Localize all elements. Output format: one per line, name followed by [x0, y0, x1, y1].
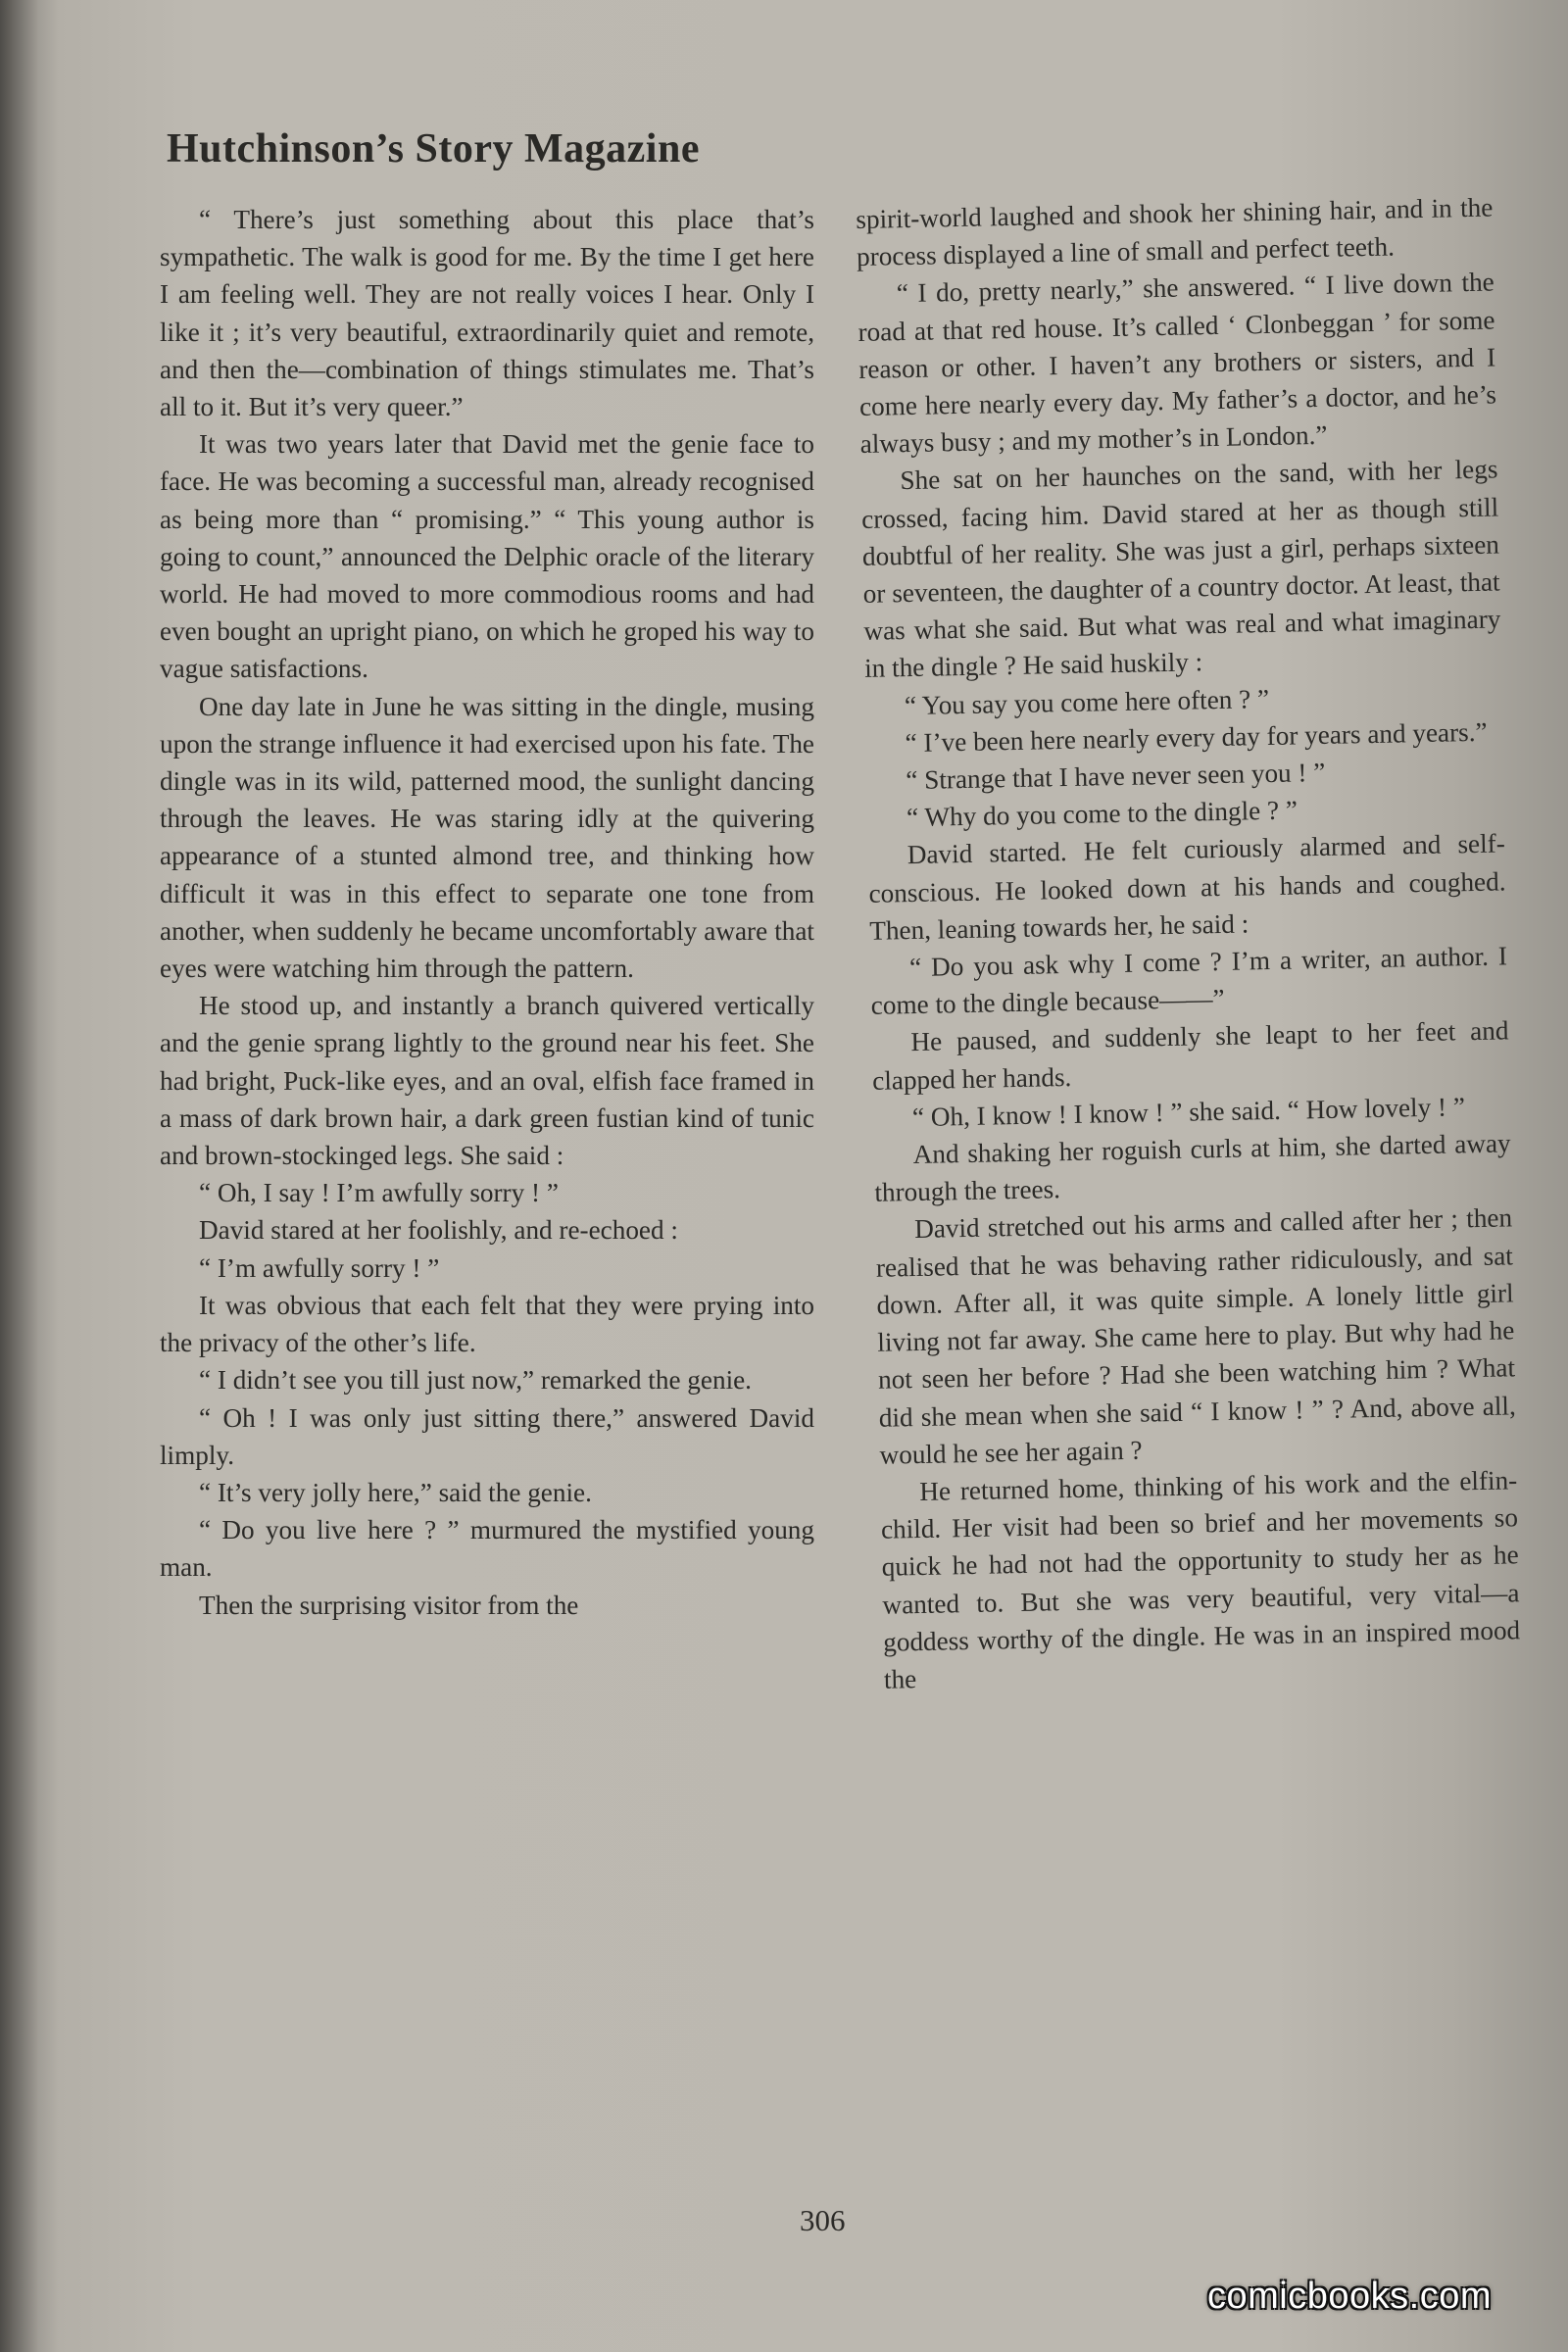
paragraph: One day late in June he was sitting in the dingle, musing upon the strange influence it had exercised upon his fate. The dingle was in its wild, patterned mood, the sunlight dancing through the leaves. He was staring idly at the quivering appearance of a stunted almond tree, and thinking how difficult it was in this effect to separate one tone from another, when suddenly he became uncomfortably aware that eyes were watching him through the pattern. [160, 691, 814, 984]
paragraph: “ Strange that I have never seen you ! ” [906, 757, 1326, 796]
paragraph: “ I do, pretty nearly,” she answered. “ I live down the road at that red house. It’s called ‘ Clonbeggan ’ for some reason or other. I haven’t any brothers or sisters, and I come here nearly every day. My father’s a doctor, and he’s always busy ; and my mother’s in London.” [858, 267, 1497, 460]
paragraph: “ I’m awfully sorry ! ” [199, 1252, 440, 1283]
paragraph: It was obvious that each felt that they were prying into the privacy of the other’s life. [160, 1290, 814, 1358]
paragraph: “ Oh, I know ! I know ! ” she said. “ How lovely ! ” [911, 1092, 1466, 1132]
site-watermark: comicbooks.com [1207, 2276, 1492, 2317]
paragraph: “ Oh ! I was only just sitting there,” answered David limply. [160, 1402, 814, 1470]
paragraph: “ Why do you come to the dingle ? ” [906, 795, 1298, 833]
paragraph: He returned home, thinking of his work and the elfin-child. Her visit had been so brief and her movements so quick he had not had the opportunity to study her as he wanted to. But she was very beautiful, very vital—a goddess worthy of the dingle. He was in an inspired mood the [880, 1465, 1521, 1694]
right-column [856, 189, 1521, 1698]
paragraph-continuation: spirit-world laughed and shook her shining hair, and in the process displayed a line of small and perfect teeth. [856, 192, 1494, 272]
paragraph: “ Do you live here ? ” murmured the mystified young man. [160, 1515, 814, 1583]
paragraph: It was two years later that David met the genie face to face. He was becoming a successful man, already recognised as being more than “ promising.” “ This young author is going to count,” announced the Delphic oracle of the literary world. He had moved to more commodious rooms and had even bought an upright piano, on which he groped his way to vague satisfactions. [160, 429, 814, 684]
page-number: 306 [800, 2203, 846, 2237]
book-spine [0, 0, 37, 2352]
magazine-title: Hutchinson’s Story Magazine [167, 126, 700, 172]
paragraph: “ I’ve been here nearly every day for years and years.” [905, 716, 1488, 758]
paragraph: He paused, and suddenly she leapt to her feet and clapped her hands. [871, 1015, 1509, 1096]
paragraph: “ Oh, I say ! I’m awfully sorry ! ” [199, 1178, 559, 1208]
left-column [160, 201, 814, 1624]
paragraph: Then the surprising visitor from the [199, 1590, 579, 1620]
paragraph: He stood up, and instantly a branch quivered vertically and the genie sprang lightly to the ground near his feet. She had bright, Puck-like eyes, and an oval, elfish face framed in a mass of dark brown hair, a dark green fustian kind of tunic and brown-stockinged legs. She said : [160, 991, 814, 1171]
paragraph: She sat on her haunches on the sand, with her legs crossed, facing him. David stared at her as though still doubtful of her reality. She was just a girl, perhaps sixteen or seventeen, the daughter of a country doctor. At least, that was what she said. But what was real and what imaginary in the dingle ? He said huskily : [860, 454, 1501, 684]
paragraph: “ You say you come here often ? ” [904, 683, 1270, 720]
paragraph: David stared at her foolishly, and re-echoed : [199, 1215, 678, 1246]
paragraph: “ There’s just something about this place that’s sympathetic. The walk is good for me. By the time I get here I am feeling well. They are not really voices I hear. Only I like it ; it’s very beautiful, extraordinarily quiet and remote, and then the—combination of things stimulates me. That’s all to it. But it’s very queer.” [160, 205, 814, 422]
paragraph: David started. He felt curiously alarmed and self-conscious. He looked down at his hands and coughed. Then, leaning towards her, he said : [868, 828, 1506, 946]
paragraph: “ It’s very jolly here,” said the genie. [199, 1477, 592, 1507]
paragraph: “ I didn’t see you till just now,” remarked the genie. [199, 1365, 752, 1396]
paragraph: David stretched out his arms and called after her ; then realised that he was behaving rather ridiculously, and sat down. After all, it was quite simple. A lonely little girl living not far away. She came here to play. But why had he not seen her before ? Had she been watching him ? What did she mean when she said “ I know ! ” ? And, above all, would he see her again ? [875, 1202, 1517, 1470]
paragraph: “ Do you ask why I come ? I’m a writer, an author. I come to the dingle because——” [870, 941, 1508, 1021]
paragraph: And shaking her roguish curls at him, she darted away through the trees. [874, 1128, 1511, 1208]
